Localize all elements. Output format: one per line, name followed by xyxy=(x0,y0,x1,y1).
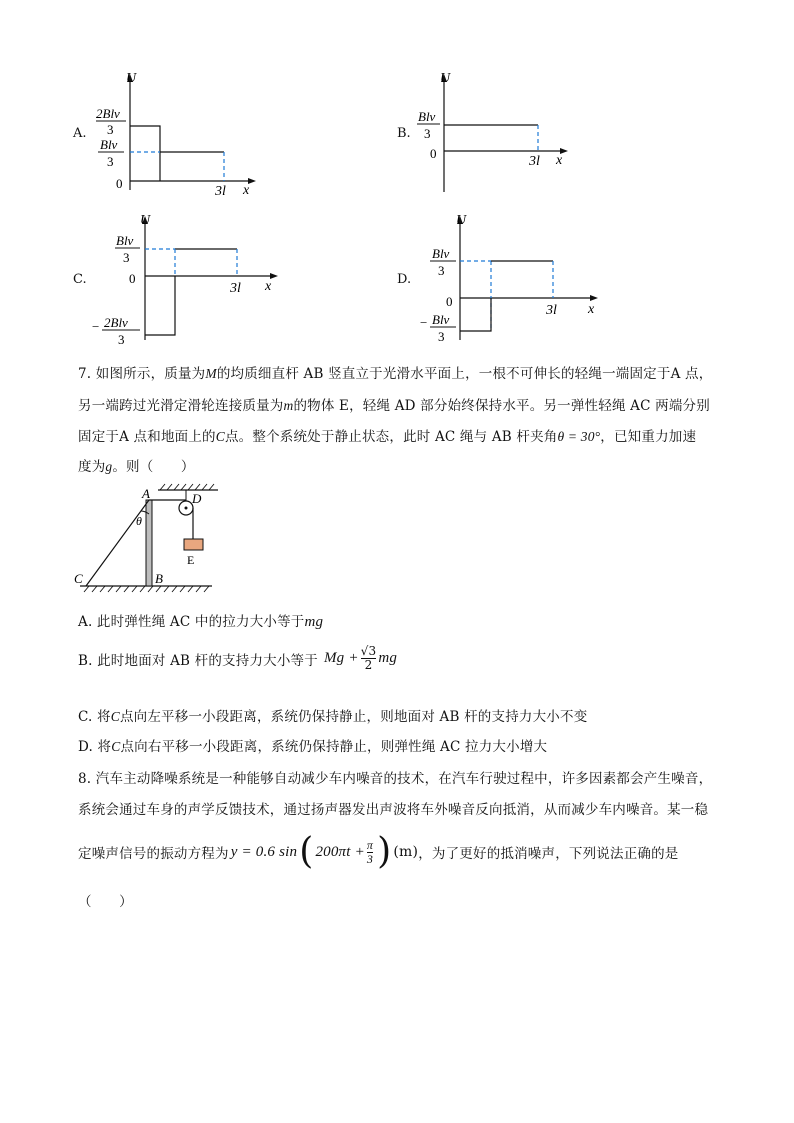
x-tick-label: 3l xyxy=(529,154,540,169)
q7-option-a-text: A. 此时弹性绳 AC 中的拉力大小等于 xyxy=(78,614,305,630)
q8-equation-part: 200πt + xyxy=(315,843,365,860)
tick-neg-den: 3 xyxy=(118,332,125,345)
tick-neg-sign: − xyxy=(420,315,428,330)
q7-option-d xyxy=(78,735,547,755)
q7-text: 点。整个系统处于静止状态，此时 AC 绳与 AB 杆夹角 xyxy=(224,429,558,445)
fig-label-c: C xyxy=(74,571,83,586)
x-axis-label: x xyxy=(243,183,250,198)
q7-option-d-text: D. 将 xyxy=(78,739,112,755)
q7-var-c: C xyxy=(215,429,225,444)
tick-neg-num: 2Blv xyxy=(104,315,128,330)
tick-high-den: 3 xyxy=(107,122,114,137)
q7-option-b-frac-num: √3 xyxy=(360,644,377,658)
q7-var-g: g xyxy=(105,459,113,474)
fig-label-d: D xyxy=(192,491,202,506)
option-b-label: B. xyxy=(397,126,411,141)
q7-text: 固定于A 点和地面上的 xyxy=(78,429,216,445)
q8-text: 定噪声信号的振动方程为 xyxy=(78,846,229,862)
origin-label: 0 xyxy=(430,146,437,161)
tick-high-num: 2Blv xyxy=(96,106,120,121)
q7-line-3 xyxy=(78,425,696,445)
origin-label: 0 xyxy=(116,176,123,191)
q7-var-m: m xyxy=(283,398,294,413)
q7-option-c-var: C xyxy=(110,709,120,724)
q7-figure xyxy=(70,482,230,597)
graph-c xyxy=(90,210,290,345)
q7-option-b-mg-upper: Mg + xyxy=(323,650,359,666)
tick-pos-num: Blv xyxy=(116,233,134,248)
q7-option-c xyxy=(78,705,587,725)
graph-b xyxy=(412,70,582,200)
q7-text: ，已知重力加速 xyxy=(600,429,697,445)
q7-text: 的物体 E，轻绳 AD 部分始终保持水平。另一弹性轻绳 AC 两端分别 xyxy=(293,398,710,414)
q8-line-4: （ ） xyxy=(78,894,133,910)
q7-text: 另一端跨过光滑定滑轮连接质量为 xyxy=(78,398,284,414)
tick-neg-den: 3 xyxy=(438,329,445,344)
tick-pos-num: Blv xyxy=(432,246,450,261)
q7-option-b-text: B. 此时地面对 AB 杆的支持力大小等于 xyxy=(78,652,318,669)
y-axis-label: U xyxy=(140,213,151,228)
tick-den: 3 xyxy=(424,126,431,141)
q7-var-m-upper: M xyxy=(205,366,217,381)
fig-label-a: A xyxy=(142,486,150,501)
option-a-label: A. xyxy=(73,126,87,141)
tick-pos-den: 3 xyxy=(123,250,130,265)
q7-text: 7. 如图所示，质量为 xyxy=(78,366,206,382)
q7-option-b-frac-den: 2 xyxy=(364,658,373,672)
y-axis-label: U xyxy=(456,213,467,228)
tick-low-den: 3 xyxy=(107,154,114,169)
fig-label-e: E xyxy=(187,553,195,567)
q8-line-3 xyxy=(78,830,679,874)
q7-option-c-text: 点向左平移一小段距离，系统仍保持静止，则地面对 AB 杆的支持力大小不变 xyxy=(119,709,588,725)
tick-num: Blv xyxy=(418,109,436,124)
q7-option-a-mg: mg xyxy=(304,614,324,630)
x-tick-label: 3l xyxy=(230,281,241,296)
graph-d xyxy=(412,210,612,345)
q8-paren-left: ( xyxy=(299,831,314,872)
tick-pos-den: 3 xyxy=(438,263,445,278)
y-axis-label: U xyxy=(126,71,137,86)
tick-neg-num: Blv xyxy=(432,312,450,327)
x-axis-label: x xyxy=(265,279,272,294)
x-tick-label: 3l xyxy=(215,184,226,199)
q8-text: ，为了更好的抵消噪声，下列说法正确的是 xyxy=(418,846,679,862)
tick-neg-sign: − xyxy=(92,319,100,334)
q7-text: 的均质细直杆 AB 竖直立于光滑水平面上，一根不可伸长的轻绳一端固定于A 点， xyxy=(216,366,713,382)
origin-label: 0 xyxy=(129,271,136,286)
q7-option-b-mg: mg xyxy=(378,650,398,666)
q7-line-4 xyxy=(78,455,195,475)
q7-option-a xyxy=(78,610,323,631)
x-axis-label: x xyxy=(556,153,563,168)
q7-option-b xyxy=(78,645,397,672)
q8-frac-den: 3 xyxy=(366,851,374,866)
q8-paren-right: ) xyxy=(377,831,392,872)
q7-text: 度为 xyxy=(78,459,106,475)
fig-label-theta: θ xyxy=(136,514,142,528)
tick-low-num: Blv xyxy=(100,137,118,152)
q8-line-1: 8. 汽车主动降噪系统是一种能够自动减少车内噪音的技术，在汽车行驶过程中，许多因素都会产生噪音， xyxy=(78,771,713,787)
q7-option-d-var: C xyxy=(111,739,121,754)
y-axis-label: U xyxy=(440,71,451,86)
q7-text: 。则（ ） xyxy=(112,459,195,475)
q8-equation-part: y = 0.6 sin xyxy=(230,843,298,860)
q8-frac-num: π xyxy=(366,837,374,852)
option-c-label: C. xyxy=(73,272,87,287)
q7-line-2 xyxy=(78,394,710,414)
q8-line-2: 系统会通过车身的声学反馈技术，通过扬声器发出声波将车外噪音反向抵消，从而减少车内噪音。某一稳 xyxy=(78,802,709,818)
x-axis-label: x xyxy=(588,302,595,317)
q7-option-b-fraction xyxy=(361,645,377,672)
option-d-label: D. xyxy=(397,272,412,287)
fig-label-b: B xyxy=(155,571,163,586)
q7-option-d-text: 点向右平移一小段距离，系统仍保持静止，则弹性绳 AC 拉力大小增大 xyxy=(120,739,548,755)
q8-fraction xyxy=(367,839,373,866)
q7-line-1 xyxy=(78,362,712,382)
q7-option-c-text: C. 将 xyxy=(78,709,111,725)
graph-a xyxy=(90,70,260,200)
q8-unit: (m) xyxy=(393,844,419,860)
origin-label: 0 xyxy=(446,294,453,309)
q7-angle: θ = 30° xyxy=(557,429,601,444)
x-tick-label: 3l xyxy=(546,303,557,318)
